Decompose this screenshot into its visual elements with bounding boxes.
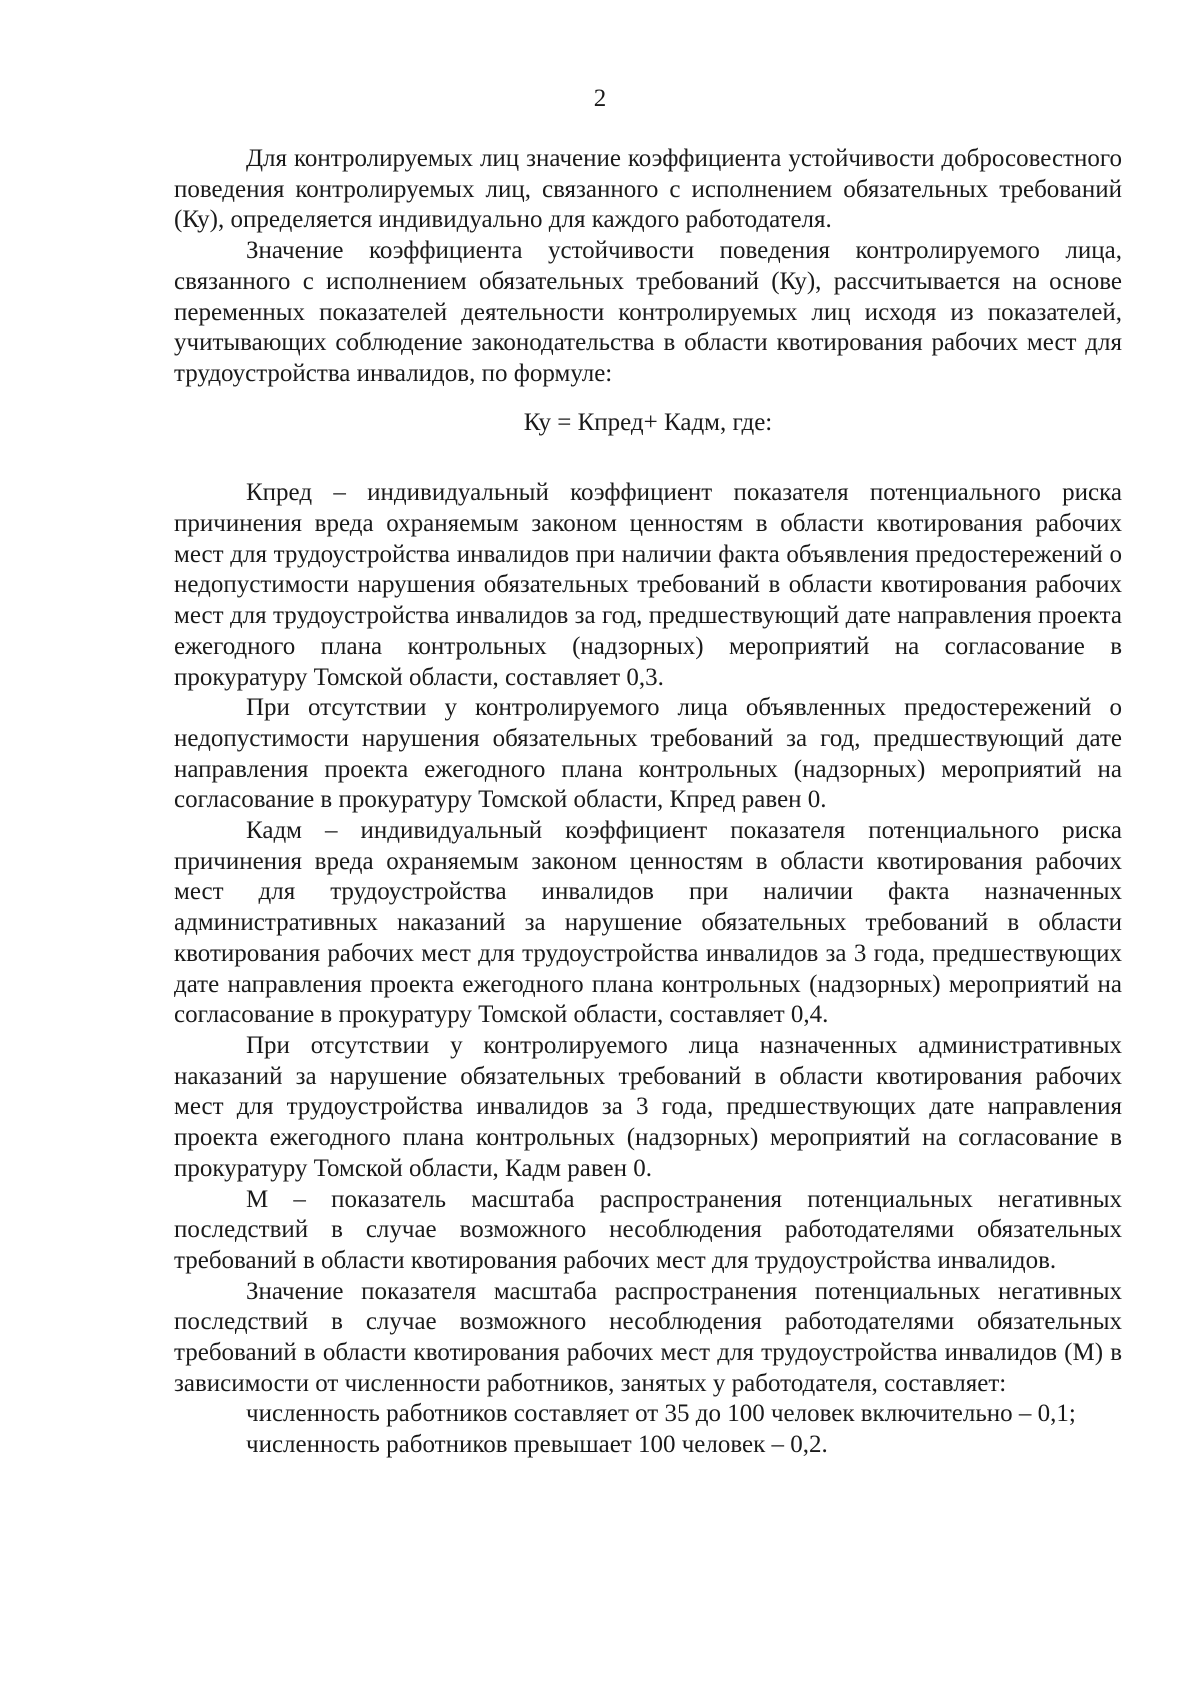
paragraph-kadm-definition: Кадм – индивидуальный коэффициент показателя потенциального риска причинения вреда охраняемым законом ценностям в области квотирования рабочих мест для трудоустройства инвалидов при наличии факта назначенных административных наказаний за нарушение обязательных требований в области квотирования рабочих мест для трудоустройства инвалидов за 3 года, предшествующих дате направления проекта ежегодного плана контрольных (надзорных) мероприятий на согласование в прокуратуру Томской области, составляет 0,4. — [174, 817, 1122, 1029]
paragraph-kpred-definition: Кпред – индивидуальный коэффициент показателя потенциального риска причинения вреда охраняемым законом ценностям в области квотирования рабочих мест для трудоустройства инвалидов при наличии факта объявления предостережений о недопустимости нарушения обязательных требований в области квотирования рабочих мест для трудоустройства инвалидов за год, предшествующий дате направления проекта ежегодного плана контрольных (надзорных) мероприятий на согласование в прокуратуру Томской области, составляет 0,3. — [174, 479, 1122, 691]
paragraph-kpred-zero: При отсутствии у контролируемого лица объявленных предостережений о недопустимости нарушения обязательных требований за год, предшествующий дате направления проекта ежегодного плана контрольных (надзорных) мероприятий на согласование в прокуратуру Томской области, Кпред равен 0. — [174, 694, 1122, 814]
paragraph-m-value-over-100: численность работников превышает 100 человек – 0,2. — [246, 1431, 828, 1459]
paragraph-m-definition: М – показатель масштаба распространения потенциальных негативных последствий в случае возможного несоблюдения работодателями обязательных требований в области квотирования рабочих мест для трудоустройства инвалидов. — [174, 1185, 1122, 1274]
document-body — [174, 144, 1122, 1461]
paragraph-ku-calculation: Значение коэффициента устойчивости поведения контролируемого лица, связанного с исполнением обязательных требований (Ку), рассчитывается на основе переменных показателей деятельности контролируемых лиц исходя из показателей, учитывающих соблюдение законодательства в области квотирования рабочих мест для трудоустройства инвалидов, по формуле: — [174, 237, 1122, 387]
paragraph-ku-definition: Для контролируемых лиц значение коэффициента устойчивости добросовестного поведения контролируемых лиц, связанного с исполнением обязательных требований (Ку), определяется индивидуально для каждого работодателя. — [174, 145, 1122, 234]
paragraph-kadm-zero: При отсутствии у контролируемого лица назначенных административных наказаний за нарушение обязательных требований в области квотирования рабочих мест для трудоустройства инвалидов за 3 года, предшествующих дате направления проекта ежегодного плана контрольных (надзорных) мероприятий на согласование в прокуратуру Томской области, Кадм равен 0. — [174, 1031, 1122, 1182]
paragraph-m-values-intro: Значение показателя масштаба распространения потенциальных негативных последствий в случае возможного несоблюдения работодателями обязательных требований в области квотирования рабочих мест для трудоустройства инвалидов (М) в зависимости от численности работников, занятых у работодателя, составляет: — [174, 1277, 1122, 1397]
paragraph-m-value-35-100: численность работников составляет от 35 до 100 человек включительно – 0,1; — [246, 1400, 1076, 1428]
formula-ku: Ку = Кпред+ Кадм, где: — [523, 408, 773, 436]
page-number: 2 — [593, 85, 607, 112]
